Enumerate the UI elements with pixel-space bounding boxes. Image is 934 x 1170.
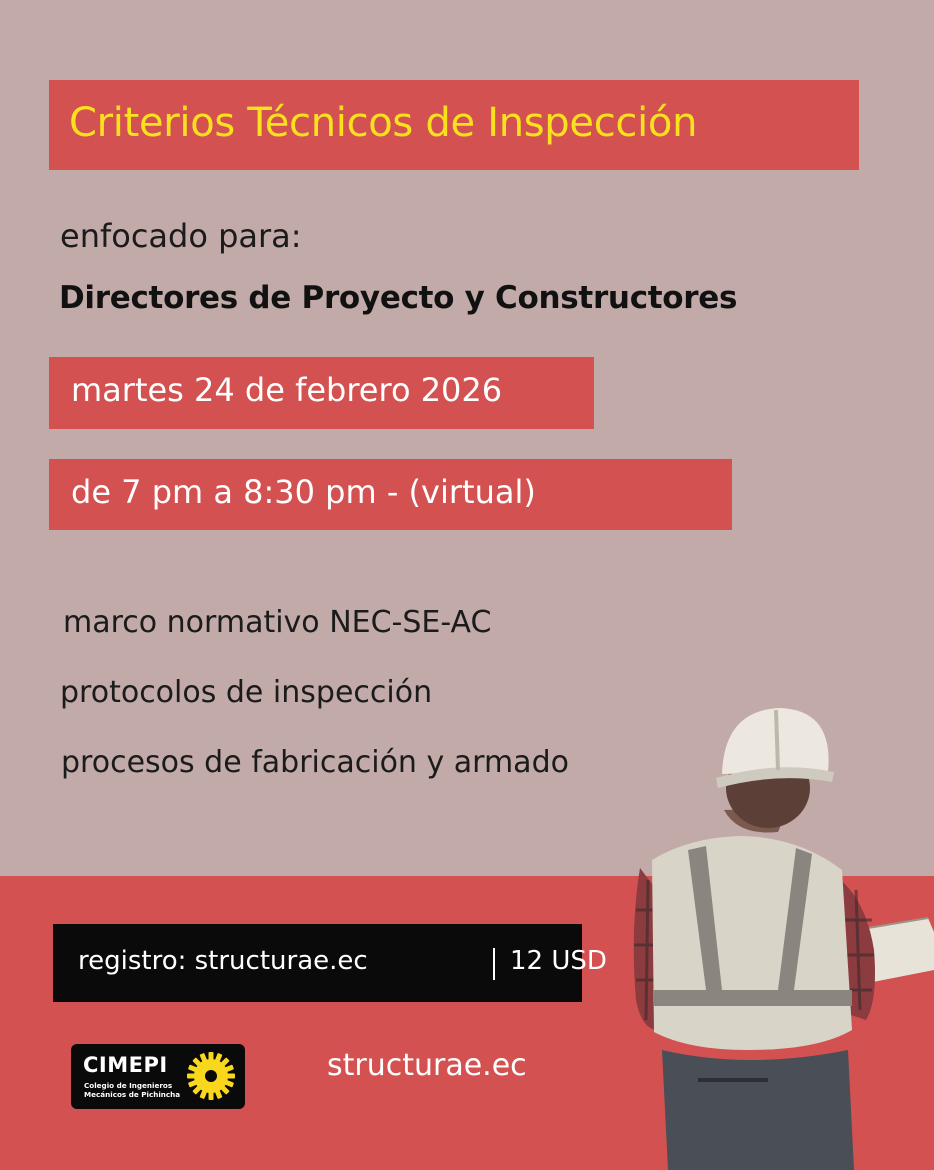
gear-icon (185, 1050, 237, 1102)
price-label: 12 USD (510, 946, 607, 976)
page-title: Criterios Técnicos de Inspección (69, 100, 698, 146)
time-banner (49, 459, 732, 530)
logo-name: CIMEPI (83, 1053, 168, 1077)
time-text: de 7 pm a 8:30 pm - (virtual) (71, 473, 536, 511)
topic-item: procesos de fabricación y armado (61, 745, 569, 780)
topic-item: marco normativo NEC-SE-AC (63, 605, 492, 640)
cimepi-logo (71, 1044, 245, 1109)
website-text: structurae.ec (327, 1048, 527, 1083)
construction-worker-image (628, 700, 934, 1170)
date-text: martes 24 de febrero 2026 (71, 371, 503, 409)
separator (493, 948, 495, 980)
title-banner (49, 80, 859, 170)
subtitle: enfocado para: (60, 217, 302, 255)
topic-item: protocolos de inspección (60, 675, 433, 710)
date-banner (49, 357, 594, 429)
registration-label: registro: structurae.ec (78, 946, 368, 976)
audience-text: Directores de Proyecto y Constructores (59, 280, 738, 316)
registration-box (53, 924, 607, 1002)
logo-subtitle-line1: Colegio de Ingenieros (84, 1081, 173, 1090)
logo-subtitle-line2: Mecánicos de Pichincha (84, 1090, 181, 1099)
